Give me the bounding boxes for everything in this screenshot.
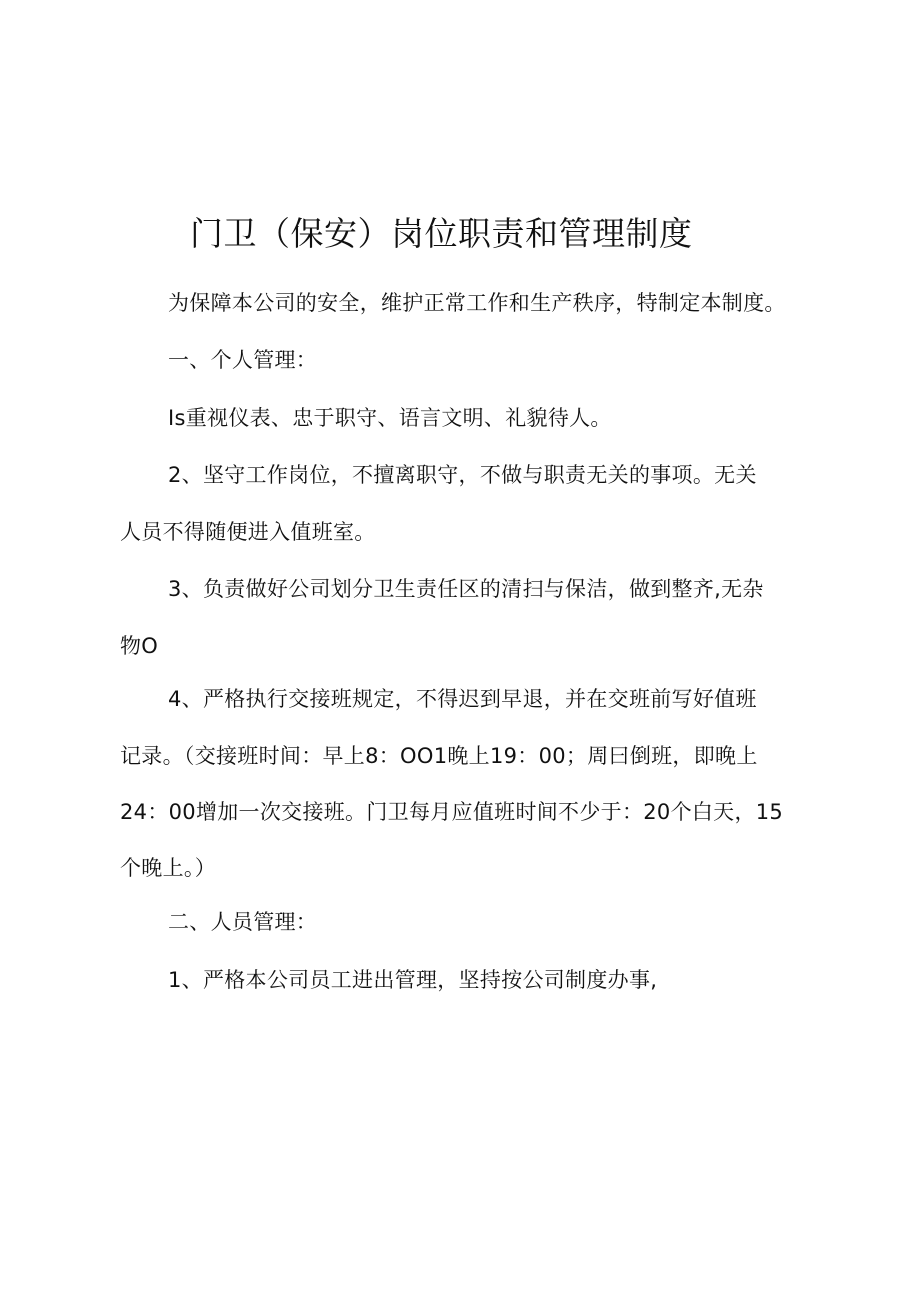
rule-item-2: 2、坚守工作岗位，不擅离职守，不做与职责无关的事项。无关	[168, 463, 757, 487]
rule-item-1: Is重视仪表、忠于职守、语言文明、礼貌待人。	[168, 406, 612, 430]
rule-item-4: 4、严格执行交接班规定，不得迟到早退，并在交班前写好值班	[168, 687, 757, 711]
rule-item-4-continued-b: 24：00增加一次交接班。门卫每月应值班时间不少于：20个白天，15	[120, 800, 784, 824]
section-heading-personal: 一、个人管理：	[168, 348, 318, 372]
rule-item-3: 3、负责做好公司划分卫生责任区的清扫与保洁，做到整齐,无杂	[168, 577, 764, 601]
staff-rule-item-1: 1、严格本公司员工进出管理，坚持按公司制度办事,	[168, 968, 658, 992]
rule-item-2-continued: 人员不得随便进入值班室。	[120, 520, 376, 544]
rule-item-3-continued: 物O	[120, 634, 159, 658]
rule-item-4-continued-c: 个晚上。）	[120, 856, 216, 880]
intro-paragraph: 为保障本公司的安全，维护正常工作和生产秩序，特制定本制度。	[168, 291, 786, 315]
rule-item-4-continued-a: 记录。（交接班时间：早上8：OO1晚上19：00；周曰倒班，即晚上	[120, 744, 758, 768]
document-title: 门卫（保安）岗位职责和管理制度	[190, 214, 693, 253]
section-heading-staff: 二、人员管理：	[168, 910, 318, 934]
